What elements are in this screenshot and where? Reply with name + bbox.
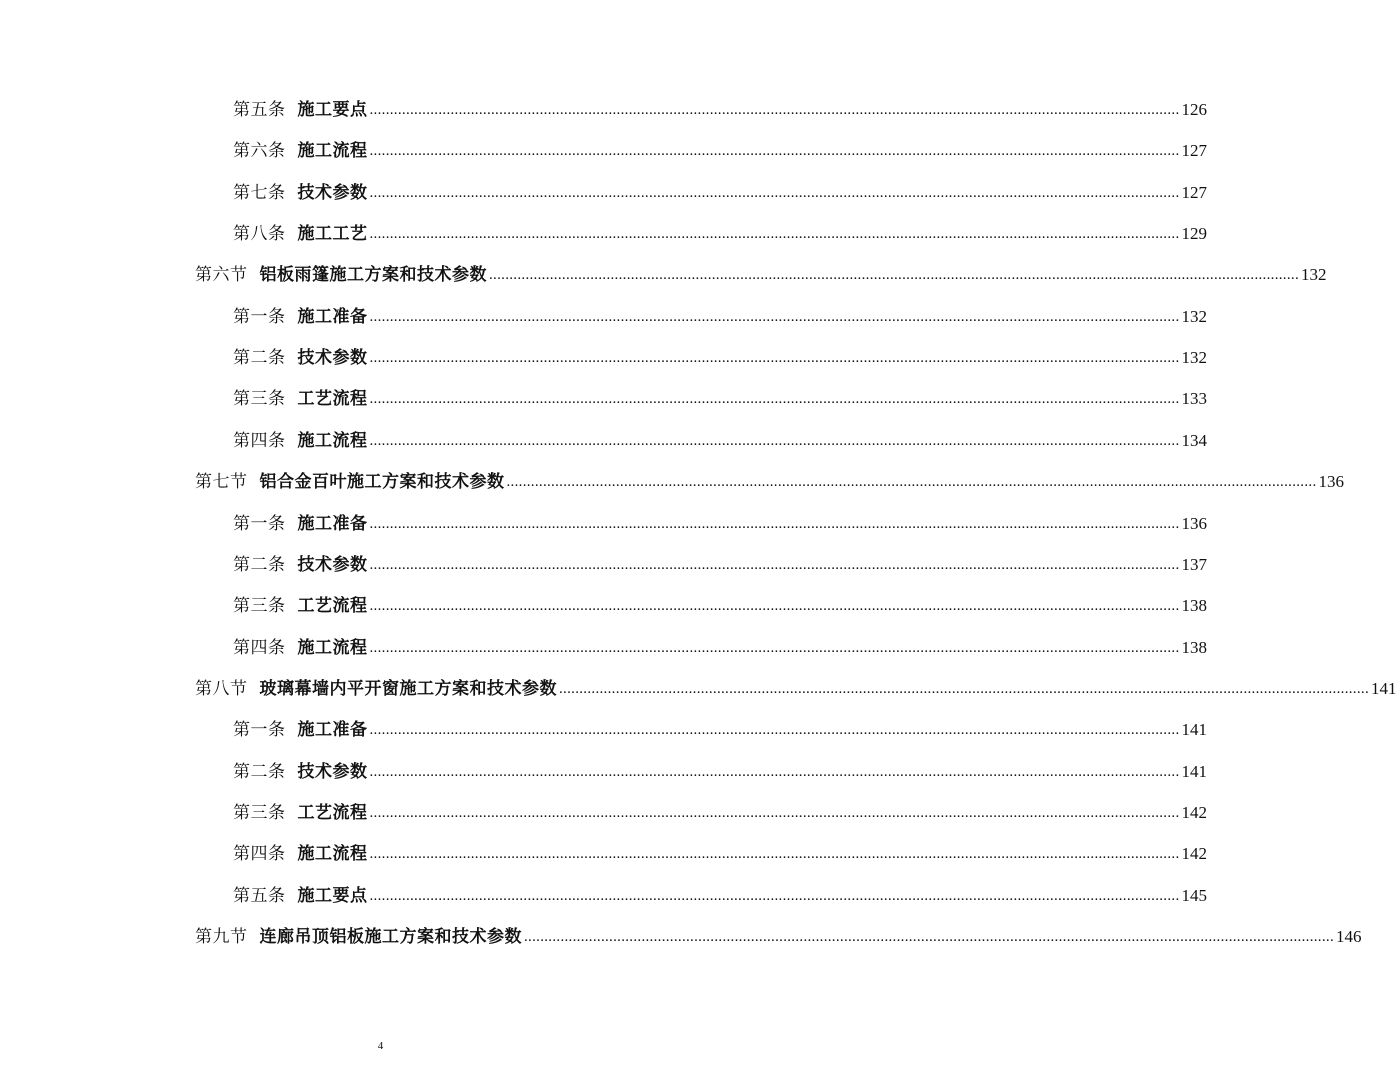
toc-dot-leader: ........................................................................................................................................................................................................ — [369, 433, 1180, 449]
toc-entry-title: 工艺流程 — [297, 596, 368, 616]
toc-entry-page-number: 138 — [1181, 596, 1207, 615]
toc-dot-leader: ........................................................................................................................................................................................................ — [369, 516, 1180, 532]
toc-entry-number: 第一条 — [233, 720, 286, 740]
toc-entry-title: 施工工艺 — [297, 224, 368, 244]
toc-entry-number: 第六节 — [195, 265, 248, 285]
toc-entry-number: 第八节 — [195, 679, 248, 699]
toc-entry-page-number: 141 — [1181, 720, 1207, 739]
toc-entry-title: 施工流程 — [297, 844, 368, 864]
toc-entry-number: 第四条 — [233, 638, 286, 658]
toc-article-entry[interactable] — [233, 548, 1207, 576]
toc-entry-number: 第六条 — [233, 141, 286, 161]
toc-entry-title: 玻璃幕墙内平开窗施工方案和技术参数 — [259, 679, 557, 699]
toc-article-entry[interactable] — [233, 713, 1207, 741]
toc-section-entry[interactable] — [195, 920, 1362, 948]
toc-entry-page-number: 146 — [1336, 927, 1362, 946]
toc-entry-number: 第七节 — [195, 472, 248, 492]
toc-entry-title: 铝合金百叶施工方案和技术参数 — [259, 472, 505, 492]
toc-entry-number: 第三条 — [233, 803, 286, 823]
toc-article-entry[interactable] — [233, 382, 1207, 410]
toc-article-entry[interactable] — [233, 217, 1207, 245]
toc-dot-leader: ........................................................................................................................................................................................................ — [369, 185, 1180, 201]
toc-dot-leader: ........................................................................................................................................................................................................ — [369, 888, 1180, 904]
toc-article-entry[interactable] — [233, 424, 1207, 452]
toc-entry-number: 第八条 — [233, 224, 286, 244]
toc-entry-page-number: 132 — [1181, 348, 1207, 367]
toc-entry-page-number: 142 — [1181, 803, 1207, 822]
toc-entry-page-number: 129 — [1181, 224, 1207, 243]
toc-entry-title: 施工流程 — [297, 141, 368, 161]
toc-entry-title: 连廊吊顶铝板施工方案和技术参数 — [259, 927, 522, 947]
toc-entry-number: 第二条 — [233, 555, 286, 575]
toc-article-entry[interactable] — [233, 589, 1207, 617]
toc-entry-title: 技术参数 — [297, 762, 368, 782]
toc-entry-page-number: 141 — [1181, 762, 1207, 781]
toc-article-entry[interactable] — [233, 837, 1207, 865]
toc-entry-number: 第四条 — [233, 844, 286, 864]
toc-dot-leader: ........................................................................................................................................................................................................ — [369, 722, 1180, 738]
toc-dot-leader: ........................................................................................................................................................................................................ — [369, 102, 1180, 118]
toc-entry-title: 工艺流程 — [297, 389, 368, 409]
toc-entry-page-number: 126 — [1181, 100, 1207, 119]
toc-article-entry[interactable] — [233, 300, 1207, 328]
toc-entry-number: 第三条 — [233, 389, 286, 409]
toc-dot-leader: ........................................................................................................................................................................................................ — [559, 681, 1369, 697]
toc-article-entry[interactable] — [233, 507, 1207, 535]
toc-entry-number: 第二条 — [233, 762, 286, 782]
toc-entry-title: 铝板雨篷施工方案和技术参数 — [259, 265, 487, 285]
toc-entry-page-number: 145 — [1181, 886, 1207, 905]
toc-article-entry[interactable] — [233, 341, 1207, 369]
toc-entry-page-number: 142 — [1181, 844, 1207, 863]
toc-dot-leader: ........................................................................................................................................................................................................ — [506, 474, 1317, 490]
toc-dot-leader: ........................................................................................................................................................................................................ — [369, 764, 1180, 780]
toc-entry-title: 施工准备 — [297, 514, 368, 534]
toc-entry-title: 施工要点 — [297, 886, 368, 906]
toc-entry-number: 第九节 — [195, 927, 248, 947]
toc-entry-number: 第一条 — [233, 514, 286, 534]
toc-article-entry[interactable] — [233, 134, 1207, 162]
toc-article-entry[interactable] — [233, 93, 1207, 121]
toc-entry-title: 施工准备 — [297, 307, 368, 327]
toc-entry-title: 技术参数 — [297, 348, 368, 368]
toc-entry-number: 第五条 — [233, 886, 286, 906]
toc-entry-page-number: 138 — [1181, 638, 1207, 657]
toc-dot-leader: ........................................................................................................................................................................................................ — [369, 226, 1180, 242]
toc-article-entry[interactable] — [233, 631, 1207, 659]
toc-dot-leader: ........................................................................................................................................................................................................ — [524, 929, 1334, 945]
toc-dot-leader: ........................................................................................................................................................................................................ — [369, 598, 1180, 614]
toc-dot-leader: ........................................................................................................................................................................................................ — [369, 309, 1180, 325]
toc-article-entry[interactable] — [233, 176, 1207, 204]
toc-dot-leader: ........................................................................................................................................................................................................ — [369, 143, 1180, 159]
toc-entry-page-number: 136 — [1318, 472, 1344, 491]
toc-article-entry[interactable] — [233, 755, 1207, 783]
toc-entry-title: 技术参数 — [297, 183, 368, 203]
toc-dot-leader: ........................................................................................................................................................................................................ — [369, 350, 1180, 366]
toc-section-entry[interactable] — [195, 672, 1397, 700]
footer-page-number: 4 — [377, 1040, 384, 1052]
toc-entry-title: 技术参数 — [297, 555, 368, 575]
toc-entry-title: 施工准备 — [297, 720, 368, 740]
toc-entry-number: 第一条 — [233, 307, 286, 327]
toc-entry-number: 第五条 — [233, 100, 286, 120]
toc-entry-page-number: 132 — [1181, 307, 1207, 326]
toc-entry-page-number: 134 — [1181, 431, 1207, 450]
toc-entry-page-number: 141 — [1371, 679, 1397, 698]
toc-entry-page-number: 137 — [1181, 555, 1207, 574]
toc-entry-number: 第三条 — [233, 596, 286, 616]
toc-entry-title: 工艺流程 — [297, 803, 368, 823]
toc-entry-page-number: 133 — [1181, 389, 1207, 408]
toc-entry-page-number: 127 — [1181, 141, 1207, 160]
toc-article-entry[interactable] — [233, 879, 1207, 907]
toc-entry-title: 施工要点 — [297, 100, 368, 120]
toc-entry-number: 第二条 — [233, 348, 286, 368]
toc-entry-page-number: 132 — [1301, 265, 1327, 284]
toc-entry-number: 第七条 — [233, 183, 286, 203]
toc-entry-title: 施工流程 — [297, 431, 368, 451]
toc-entry-number: 第四条 — [233, 431, 286, 451]
toc-section-entry[interactable] — [195, 258, 1327, 286]
toc-entry-page-number: 136 — [1181, 514, 1207, 533]
toc-entry-title: 施工流程 — [297, 638, 368, 658]
toc-article-entry[interactable] — [233, 796, 1207, 824]
toc-dot-leader: ........................................................................................................................................................................................................ — [489, 267, 1299, 283]
toc-dot-leader: ........................................................................................................................................................................................................ — [369, 391, 1180, 407]
toc-section-entry[interactable] — [195, 465, 1344, 493]
toc-dot-leader: ........................................................................................................................................................................................................ — [369, 640, 1180, 656]
toc-dot-leader: ........................................................................................................................................................................................................ — [369, 557, 1180, 573]
toc-entry-page-number: 127 — [1181, 183, 1207, 202]
toc-dot-leader: ........................................................................................................................................................................................................ — [369, 805, 1180, 821]
toc-dot-leader: ........................................................................................................................................................................................................ — [369, 846, 1180, 862]
